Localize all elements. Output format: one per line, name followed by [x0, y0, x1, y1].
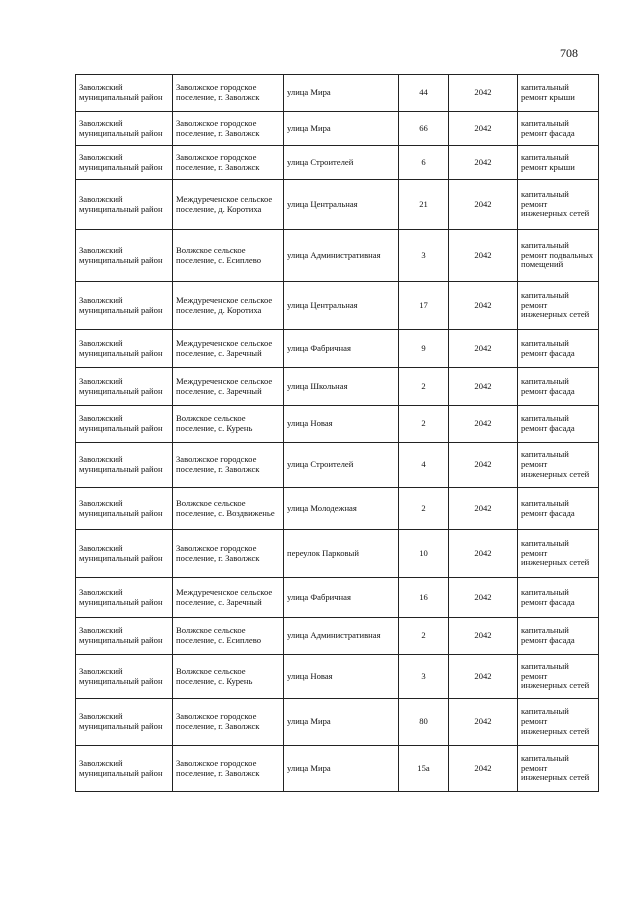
street-cell: улица Новая: [284, 406, 399, 443]
street-cell: улица Новая: [284, 655, 399, 699]
street-cell: переулок Парковый: [284, 530, 399, 578]
year-cell: 2042: [449, 368, 518, 406]
district-cell: Заволжский муниципальный район: [76, 75, 173, 112]
house-number-cell: 2: [399, 618, 449, 655]
work-type-cell: капитальный ремонт крыши: [518, 146, 599, 180]
district-cell: Заволжский муниципальный район: [76, 618, 173, 655]
street-cell: улица Строителей: [284, 443, 399, 488]
house-number-cell: 10: [399, 530, 449, 578]
settlement-cell: Заволжское городское поселение, г. Заволжск: [173, 75, 284, 112]
district-cell: Заволжский муниципальный район: [76, 180, 173, 230]
house-number-cell: 6: [399, 146, 449, 180]
house-number-cell: 4: [399, 443, 449, 488]
settlement-cell: Волжское сельское поселение, с. Есиплево: [173, 618, 284, 655]
year-cell: 2042: [449, 146, 518, 180]
year-cell: 2042: [449, 330, 518, 368]
district-cell: Заволжский муниципальный район: [76, 655, 173, 699]
district-cell: Заволжский муниципальный район: [76, 699, 173, 746]
year-cell: 2042: [449, 282, 518, 330]
table-row: [76, 530, 599, 578]
district-cell: Заволжский муниципальный район: [76, 443, 173, 488]
work-type-cell: капитальный ремонт инженерных сетей: [518, 746, 599, 792]
district-cell: Заволжский муниципальный район: [76, 406, 173, 443]
table-row: [76, 330, 599, 368]
year-cell: 2042: [449, 75, 518, 112]
street-cell: улица Центральная: [284, 180, 399, 230]
district-cell: Заволжский муниципальный район: [76, 282, 173, 330]
table-row: [76, 406, 599, 443]
table-row: [76, 75, 599, 112]
street-cell: улица Мира: [284, 746, 399, 792]
street-cell: улица Мира: [284, 75, 399, 112]
year-cell: 2042: [449, 655, 518, 699]
table-row: [76, 655, 599, 699]
street-cell: улица Административная: [284, 230, 399, 282]
work-type-cell: капитальный ремонт инженерных сетей: [518, 530, 599, 578]
district-cell: Заволжский муниципальный район: [76, 488, 173, 530]
settlement-cell: Волжское сельское поселение, с. Есиплево: [173, 230, 284, 282]
year-cell: 2042: [449, 112, 518, 146]
street-cell: улица Школьная: [284, 368, 399, 406]
district-cell: Заволжский муниципальный район: [76, 578, 173, 618]
house-number-cell: 2: [399, 406, 449, 443]
table-row: [76, 488, 599, 530]
settlement-cell: Заволжское городское поселение, г. Заволжск: [173, 443, 284, 488]
settlement-cell: Заволжское городское поселение, г. Заволжск: [173, 746, 284, 792]
district-cell: Заволжский муниципальный район: [76, 368, 173, 406]
house-number-cell: 3: [399, 230, 449, 282]
street-cell: улица Фабричная: [284, 578, 399, 618]
settlement-cell: Междуреченское сельское поселение, д. Коротиха: [173, 180, 284, 230]
table-row: [76, 112, 599, 146]
work-type-cell: капитальный ремонт фасада: [518, 618, 599, 655]
district-cell: Заволжский муниципальный район: [76, 530, 173, 578]
district-cell: Заволжский муниципальный район: [76, 146, 173, 180]
settlement-cell: Междуреченское сельское поселение, с. Заречный: [173, 330, 284, 368]
year-cell: 2042: [449, 530, 518, 578]
year-cell: 2042: [449, 488, 518, 530]
work-type-cell: капитальный ремонт фасада: [518, 368, 599, 406]
year-cell: 2042: [449, 443, 518, 488]
work-type-cell: капитальный ремонт инженерных сетей: [518, 699, 599, 746]
house-number-cell: 9: [399, 330, 449, 368]
street-cell: улица Центральная: [284, 282, 399, 330]
work-type-cell: капитальный ремонт инженерных сетей: [518, 655, 599, 699]
street-cell: улица Мира: [284, 112, 399, 146]
settlement-cell: Междуреченское сельское поселение, с. Заречный: [173, 578, 284, 618]
settlement-cell: Заволжское городское поселение, г. Заволжск: [173, 699, 284, 746]
year-cell: 2042: [449, 180, 518, 230]
year-cell: 2042: [449, 406, 518, 443]
table-row: [76, 282, 599, 330]
work-type-cell: капитальный ремонт фасада: [518, 406, 599, 443]
table-row: [76, 230, 599, 282]
street-cell: улица Фабричная: [284, 330, 399, 368]
table-row: [76, 443, 599, 488]
house-number-cell: 3: [399, 655, 449, 699]
street-cell: улица Строителей: [284, 146, 399, 180]
year-cell: 2042: [449, 578, 518, 618]
year-cell: 2042: [449, 699, 518, 746]
house-number-cell: 2: [399, 488, 449, 530]
settlement-cell: Междуреченское сельское поселение, д. Коротиха: [173, 282, 284, 330]
house-number-cell: 66: [399, 112, 449, 146]
table-row: [76, 618, 599, 655]
settlement-cell: Заволжское городское поселение, г. Заволжск: [173, 530, 284, 578]
table-row: [76, 146, 599, 180]
house-number-cell: 21: [399, 180, 449, 230]
year-cell: 2042: [449, 230, 518, 282]
district-cell: Заволжский муниципальный район: [76, 746, 173, 792]
table-row: [76, 368, 599, 406]
house-number-cell: 16: [399, 578, 449, 618]
work-type-cell: капитальный ремонт подвальных помещений: [518, 230, 599, 282]
district-cell: Заволжский муниципальный район: [76, 330, 173, 368]
page-number: 708: [560, 46, 578, 60]
work-type-cell: капитальный ремонт фасада: [518, 488, 599, 530]
work-type-cell: капитальный ремонт фасада: [518, 578, 599, 618]
settlement-cell: Волжское сельское поселение, с. Воздвиженье: [173, 488, 284, 530]
settlement-cell: Волжское сельское поселение, с. Курень: [173, 406, 284, 443]
street-cell: улица Административная: [284, 618, 399, 655]
house-number-cell: 80: [399, 699, 449, 746]
settlement-cell: Волжское сельское поселение, с. Курень: [173, 655, 284, 699]
work-type-cell: капитальный ремонт фасада: [518, 330, 599, 368]
work-type-cell: капитальный ремонт инженерных сетей: [518, 180, 599, 230]
table-row: [76, 699, 599, 746]
house-number-cell: 15а: [399, 746, 449, 792]
district-cell: Заволжский муниципальный район: [76, 112, 173, 146]
year-cell: 2042: [449, 746, 518, 792]
table-row: [76, 578, 599, 618]
work-type-cell: капитальный ремонт инженерных сетей: [518, 282, 599, 330]
table-row: [76, 746, 599, 792]
work-type-cell: капитальный ремонт фасада: [518, 112, 599, 146]
work-type-cell: капитальный ремонт крыши: [518, 75, 599, 112]
street-cell: улица Мира: [284, 699, 399, 746]
settlement-cell: Заволжское городское поселение, г. Заволжск: [173, 146, 284, 180]
house-number-cell: 44: [399, 75, 449, 112]
year-cell: 2042: [449, 618, 518, 655]
table-row: [76, 180, 599, 230]
work-type-cell: капитальный ремонт инженерных сетей: [518, 443, 599, 488]
house-number-cell: 2: [399, 368, 449, 406]
repair-schedule-table: [75, 74, 599, 792]
house-number-cell: 17: [399, 282, 449, 330]
district-cell: Заволжский муниципальный район: [76, 230, 173, 282]
settlement-cell: Заволжское городское поселение, г. Заволжск: [173, 112, 284, 146]
settlement-cell: Междуреченское сельское поселение, с. Заречный: [173, 368, 284, 406]
street-cell: улица Молодежная: [284, 488, 399, 530]
